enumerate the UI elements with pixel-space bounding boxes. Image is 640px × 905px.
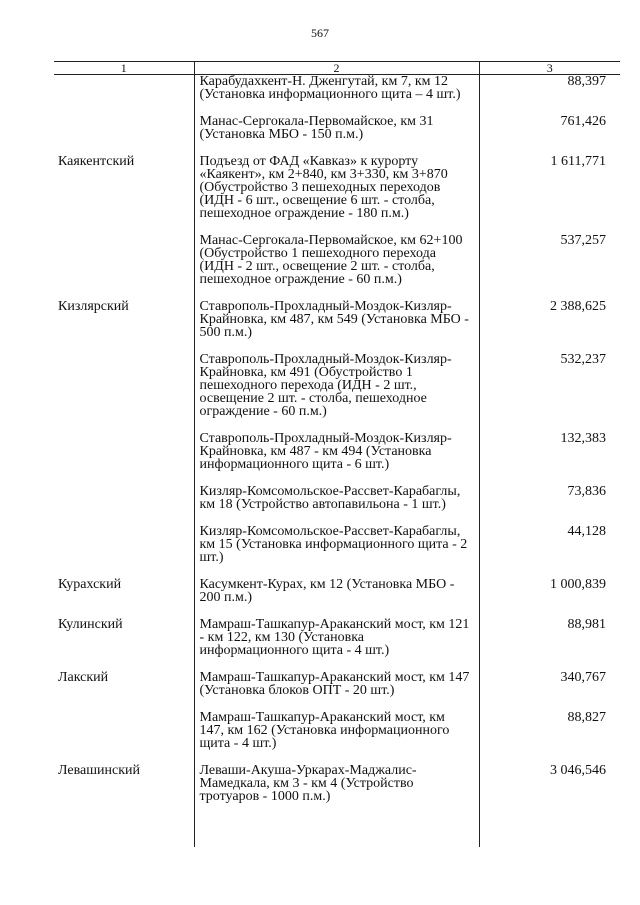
- district-cell: Курахский: [58, 577, 122, 592]
- table-row: [54, 671, 620, 711]
- district-cell: Каякентский: [58, 154, 135, 169]
- value-cell: 3 046,546: [550, 763, 606, 778]
- data-table: [54, 61, 620, 847]
- district-cell: Левашинский: [58, 763, 141, 778]
- value-cell: 761,426: [560, 114, 606, 129]
- value-cell: 1 611,771: [550, 154, 606, 169]
- description-cell: Мамраш-Ташкапур-Араканский мост, км 121 - км 122, км 130 (Установка информационного щита - 4 шт.): [194, 618, 479, 671]
- district-cell: [54, 115, 194, 155]
- district-cell: [54, 485, 194, 525]
- table-row: [54, 353, 620, 432]
- table-row: [54, 155, 620, 234]
- value-cell: 132,383: [560, 431, 606, 446]
- table-row: [54, 485, 620, 525]
- description-cell: Ставрополь-Прохладный-Моздок-Кизляр-Крайновка, км 491 (Обустройство 1 пешеходного перехода (ИДН - 2 шт., освещение 2 шт. - столба, пешеходное ограждение - 60 п.м.): [194, 353, 479, 432]
- empty-cell: [479, 817, 620, 847]
- value-cell: 44,128: [567, 524, 606, 539]
- table-row: [54, 234, 620, 300]
- district-cell: [54, 432, 194, 485]
- description-cell: Подъезд от ФАД «Кавказ» к курорту «Каякент», км 2+840, км 3+330, км 3+870 (Обустройство 3 пешеходных переходов (ИДН - 6 шт., освещение 6 шт. - столба, пешеходное ограждение - 180 п.м.): [194, 155, 479, 234]
- table-row: [54, 618, 620, 671]
- table-row: [54, 711, 620, 764]
- description-cell: Карабудахкент-Н. Дженгутай, км 7, км 12 (Установка информационного щита – 4 шт.): [194, 75, 479, 116]
- district-cell: [54, 353, 194, 432]
- district-cell: [54, 234, 194, 300]
- column-header-1: 1: [54, 62, 194, 75]
- value-cell: 73,836: [567, 484, 606, 499]
- description-cell: Кизляр-Комсомольское-Рассвет-Карабаглы, км 15 (Установка информационного щита - 2 шт.): [194, 525, 479, 578]
- table-header-row: [54, 62, 620, 75]
- description-cell: Кизляр-Комсомольское-Рассвет-Карабаглы, км 18 (Устройство автопавильона - 1 шт.): [194, 485, 479, 525]
- description-cell: Ставрополь-Прохладный-Моздок-Кизляр-Крайновка, км 487, км 549 (Установка МБО - 500 п.м.): [194, 300, 479, 353]
- table-row: [54, 75, 620, 116]
- description-cell: Ставрополь-Прохладный-Моздок-Кизляр-Крайновка, км 487 - км 494 (Установка информационного щита - 6 шт.): [194, 432, 479, 485]
- description-cell: Леваши-Акуша-Уркарах-Маджалис-Мамедкала, км 3 - км 4 (Устройство тротуаров - 1000 п.м.): [194, 764, 479, 817]
- empty-cell: [194, 817, 479, 847]
- column-header-2: 2: [194, 62, 479, 75]
- description-cell: Манас-Сергокала-Первомайское, км 62+100 (Обустройство 1 пешеходного перехода (ИДН - 2 шт., освещение 2 шт. - столба, пешеходное ограждение - 60 п.м.): [194, 234, 479, 300]
- column-header-3: 3: [479, 62, 620, 75]
- district-cell: Кулинский: [58, 617, 123, 632]
- table-row: [54, 300, 620, 353]
- district-cell: [54, 75, 194, 116]
- value-cell: 2 388,625: [550, 299, 606, 314]
- table-row: [54, 764, 620, 817]
- value-cell: 88,827: [567, 710, 606, 725]
- description-cell: Мамраш-Ташкапур-Араканский мост, км 147, км 162 (Установка информационного щита - 4 шт.): [194, 711, 479, 764]
- district-cell: [54, 525, 194, 578]
- value-cell: 537,257: [560, 233, 606, 248]
- table-row: [54, 578, 620, 618]
- empty-cell: [54, 817, 194, 847]
- page-number: 567: [311, 26, 329, 40]
- description-cell: Касумкент-Курах, км 12 (Установка МБО - 200 п.м.): [194, 578, 479, 618]
- table-row: [54, 432, 620, 485]
- table-tail-row: [54, 817, 620, 847]
- value-cell: 340,767: [560, 670, 606, 685]
- table-row: [54, 115, 620, 155]
- district-cell: Кизлярский: [58, 299, 129, 314]
- district-cell: Лакский: [58, 670, 109, 685]
- table-row: [54, 525, 620, 578]
- value-cell: 532,237: [560, 352, 606, 367]
- description-cell: Мамраш-Ташкапур-Араканский мост, км 147 (Установка блоков ОПТ - 20 шт.): [194, 671, 479, 711]
- value-cell: 88,981: [567, 617, 606, 632]
- value-cell: 88,397: [567, 74, 606, 89]
- district-cell: [54, 711, 194, 764]
- description-cell: Манас-Сергокала-Первомайское, км 31 (Установка МБО - 150 п.м.): [194, 115, 479, 155]
- value-cell: 1 000,839: [550, 577, 606, 592]
